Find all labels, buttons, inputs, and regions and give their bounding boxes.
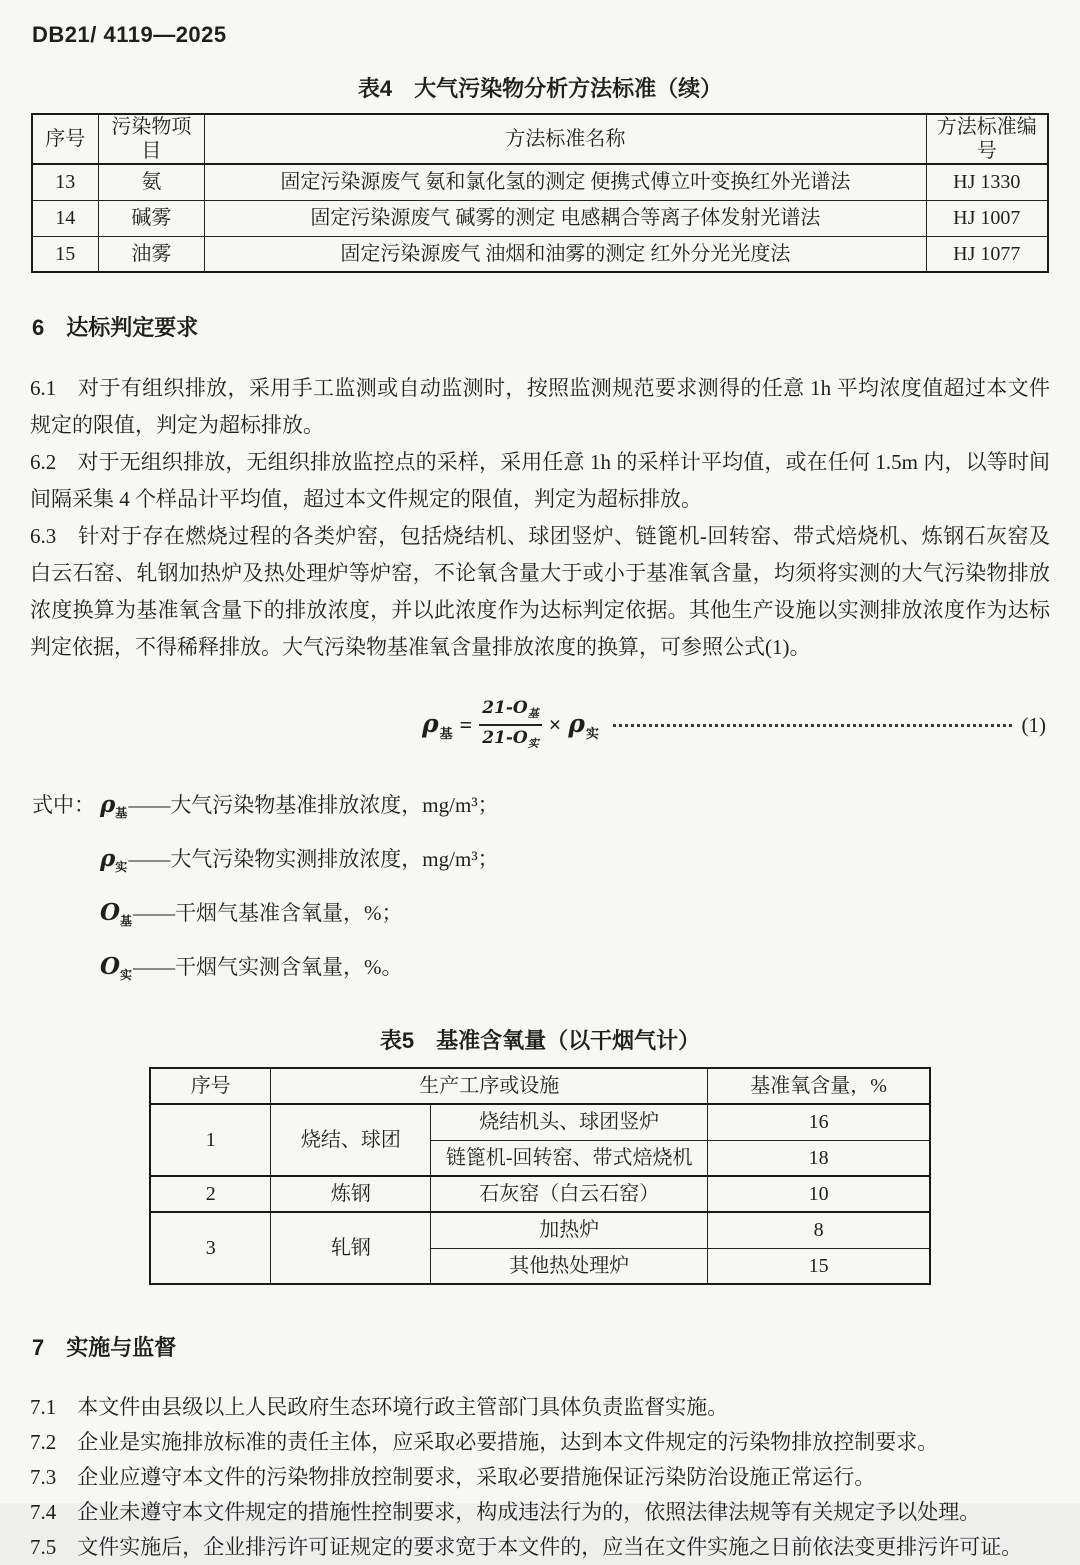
definition-text: ——干烟气基准含氧量，%； (133, 901, 403, 925)
clause-6-2: 6.2 对于无组织排放，无组织排放监控点的采样，采用任意 1h 的采样计平均值，或在任何 1.5m 内，以等时间间隔采集 4 个样品计平均值，超过本文件规定的限值，判定为超标排放。 (30, 450, 1050, 511)
table-row (32, 164, 1048, 200)
row-method-code: HJ 1077 (926, 236, 1048, 272)
row-method-name: 固定污染源废气 油烟和油雾的测定 红外分光光度法 (205, 236, 926, 272)
clause-7-5: 7.5 文件实施后，企业排污许可证规定的要求宽于本文件的，应当在文件实施之日前依法变更排污许可证。 (30, 1535, 1023, 1559)
table-row (32, 236, 1048, 272)
section6-heading: 6 达标判定要求 (32, 315, 199, 340)
definition-row: $\rho_实——$大气污染物实测排放浓度，mg/m³； (100, 845, 499, 874)
table4-header-method-code: 方法标准编号 (926, 114, 1048, 164)
table5-header-row (150, 1068, 930, 1104)
formula-1 (30, 682, 1050, 768)
facility-name: 链篦机-回转窑、带式焙烧机 (431, 1140, 708, 1176)
table4 (31, 113, 1049, 273)
formula-definitions (30, 782, 1050, 998)
table4-header-pollutant: 污染物项目 (98, 114, 205, 164)
group-category: 炼钢 (271, 1176, 431, 1212)
oxygen-value: 15 (708, 1248, 930, 1284)
facility-name: 加热炉 (431, 1212, 708, 1248)
facility-name: 烧结机头、球团竖炉 (431, 1104, 708, 1140)
group-no: 3 (150, 1212, 271, 1284)
table-row (150, 1104, 930, 1140)
row-pollutant: 碱雾 (98, 200, 205, 236)
multiply-sign: × (548, 712, 562, 737)
row-pollutant: 油雾 (98, 236, 205, 272)
formula-rhs: $\rho_实$ (568, 708, 599, 741)
table5 (149, 1067, 931, 1285)
clause-7-3: 7.3 企业应遵守本文件的污染物排放控制要求，采取必要措施保证污染防治设施正常运行。 (30, 1465, 876, 1489)
oxygen-value: 18 (708, 1140, 930, 1176)
formula-fraction (479, 699, 542, 750)
group-no: 2 (150, 1176, 271, 1212)
row-no: 13 (32, 164, 98, 200)
table-row (32, 200, 1048, 236)
definition-row: $O_基——$干烟气基准含氧量，%； (100, 899, 403, 928)
section7-heading: 7 实施与监督 (32, 1335, 177, 1360)
oxygen-value: 16 (708, 1104, 930, 1140)
row-no: 14 (32, 200, 98, 236)
equals-sign: = (459, 712, 473, 737)
row-method-name: 固定污染源废气 碱雾的测定 电感耦合等离子体发射光谱法 (205, 200, 926, 236)
oxygen-value: 10 (708, 1176, 930, 1212)
clause-6-1: 6.1 对于有组织排放，采用手工监测或自动监测时，按照监测规范要求测得的任意 1h 平均浓度值超过本文件规定的限值，判定为超标排放。 (30, 376, 1050, 437)
oxygen-value: 8 (708, 1212, 930, 1248)
document-code: DB21/ 4119—2025 (32, 22, 227, 47)
definition-text: ——大气污染物基准排放浓度，mg/m³； (128, 793, 499, 817)
table5-header-no: 序号 (150, 1068, 271, 1104)
facility-name: 其他热处理炉 (431, 1248, 708, 1284)
formula-lhs: $\rho_基$ (422, 708, 453, 741)
definition-text: ——干烟气实测含氧量，%。 (133, 955, 403, 979)
row-pollutant: 氨 (98, 164, 205, 200)
clause-7-2: 7.2 企业是实施排放标准的责任主体，应采取必要措施，达到本文件规定的污染物排放控制要求。 (30, 1430, 939, 1454)
equation-number: (1) (1021, 712, 1046, 737)
table-row (150, 1176, 930, 1212)
fraction-numerator: $21-O_基$ (479, 699, 542, 726)
dotted-leader (613, 724, 1012, 727)
group-no: 1 (150, 1104, 271, 1176)
clause-7-4: 7.4 企业未遵守本文件规定的措施性控制要求，构成违法行为的，依照法律法规等有关规定予以处理。 (30, 1500, 981, 1524)
row-method-name: 固定污染源废气 氨和氯化氢的测定 便携式傅立叶变换红外光谱法 (205, 164, 926, 200)
row-no: 15 (32, 236, 98, 272)
table4-header-no: 序号 (32, 114, 98, 164)
section6-body (30, 370, 1050, 666)
clause-6-3: 6.3 针对于存在燃烧过程的各类炉窑，包括烧结机、球团竖炉、链篦机-回转窑、带式焙烧机、炼钢石灰窑及白云石窑、轧钢加热炉及热处理炉等炉窑，不论氧含量大于或小于基准氧含量，均须将实测的大气污染物排放浓度换算为基准氧含量下的排放浓度，并以此浓度作为达标判定依据。其他生产设施以实测排放浓度作为达标判定依据，不得稀释排放。大气污染物基准氧含量排放浓度的换算，可参照公式(1)。 (30, 524, 1050, 659)
table4-title: 表4 大气污染物分析方法标准（续） (357, 76, 723, 101)
table5-header-process: 生产工序或设施 (271, 1068, 708, 1104)
where-label: 式中： (32, 793, 95, 817)
table5-title: 表5 基准含氧量（以干烟气计） (379, 1028, 701, 1053)
group-category: 轧钢 (271, 1212, 431, 1284)
table4-header-row (32, 114, 1048, 164)
section7-body (30, 1390, 1050, 1565)
table-row (150, 1212, 930, 1248)
group-category: 烧结、球团 (271, 1104, 431, 1176)
definition-row: 式中： $\rho_基——$大气污染物基准排放浓度，mg/m³； (30, 782, 1050, 836)
definition-text: ——大气污染物实测排放浓度，mg/m³； (128, 847, 499, 871)
table4-header-method-name: 方法标准名称 (205, 114, 926, 164)
definition-row: $O_实——$干烟气实测含氧量，%。 (100, 953, 403, 982)
row-method-code: HJ 1007 (926, 200, 1048, 236)
facility-name: 石灰窑（白云石窑） (431, 1176, 708, 1212)
row-method-code: HJ 1330 (926, 164, 1048, 200)
fraction-denominator: $21-O_实$ (482, 728, 539, 750)
table5-header-oxygen: 基准氧含量，% (708, 1068, 930, 1104)
clause-7-1: 7.1 本文件由县级以上人民政府生态环境行政主管部门具体负责监督实施。 (30, 1395, 729, 1419)
